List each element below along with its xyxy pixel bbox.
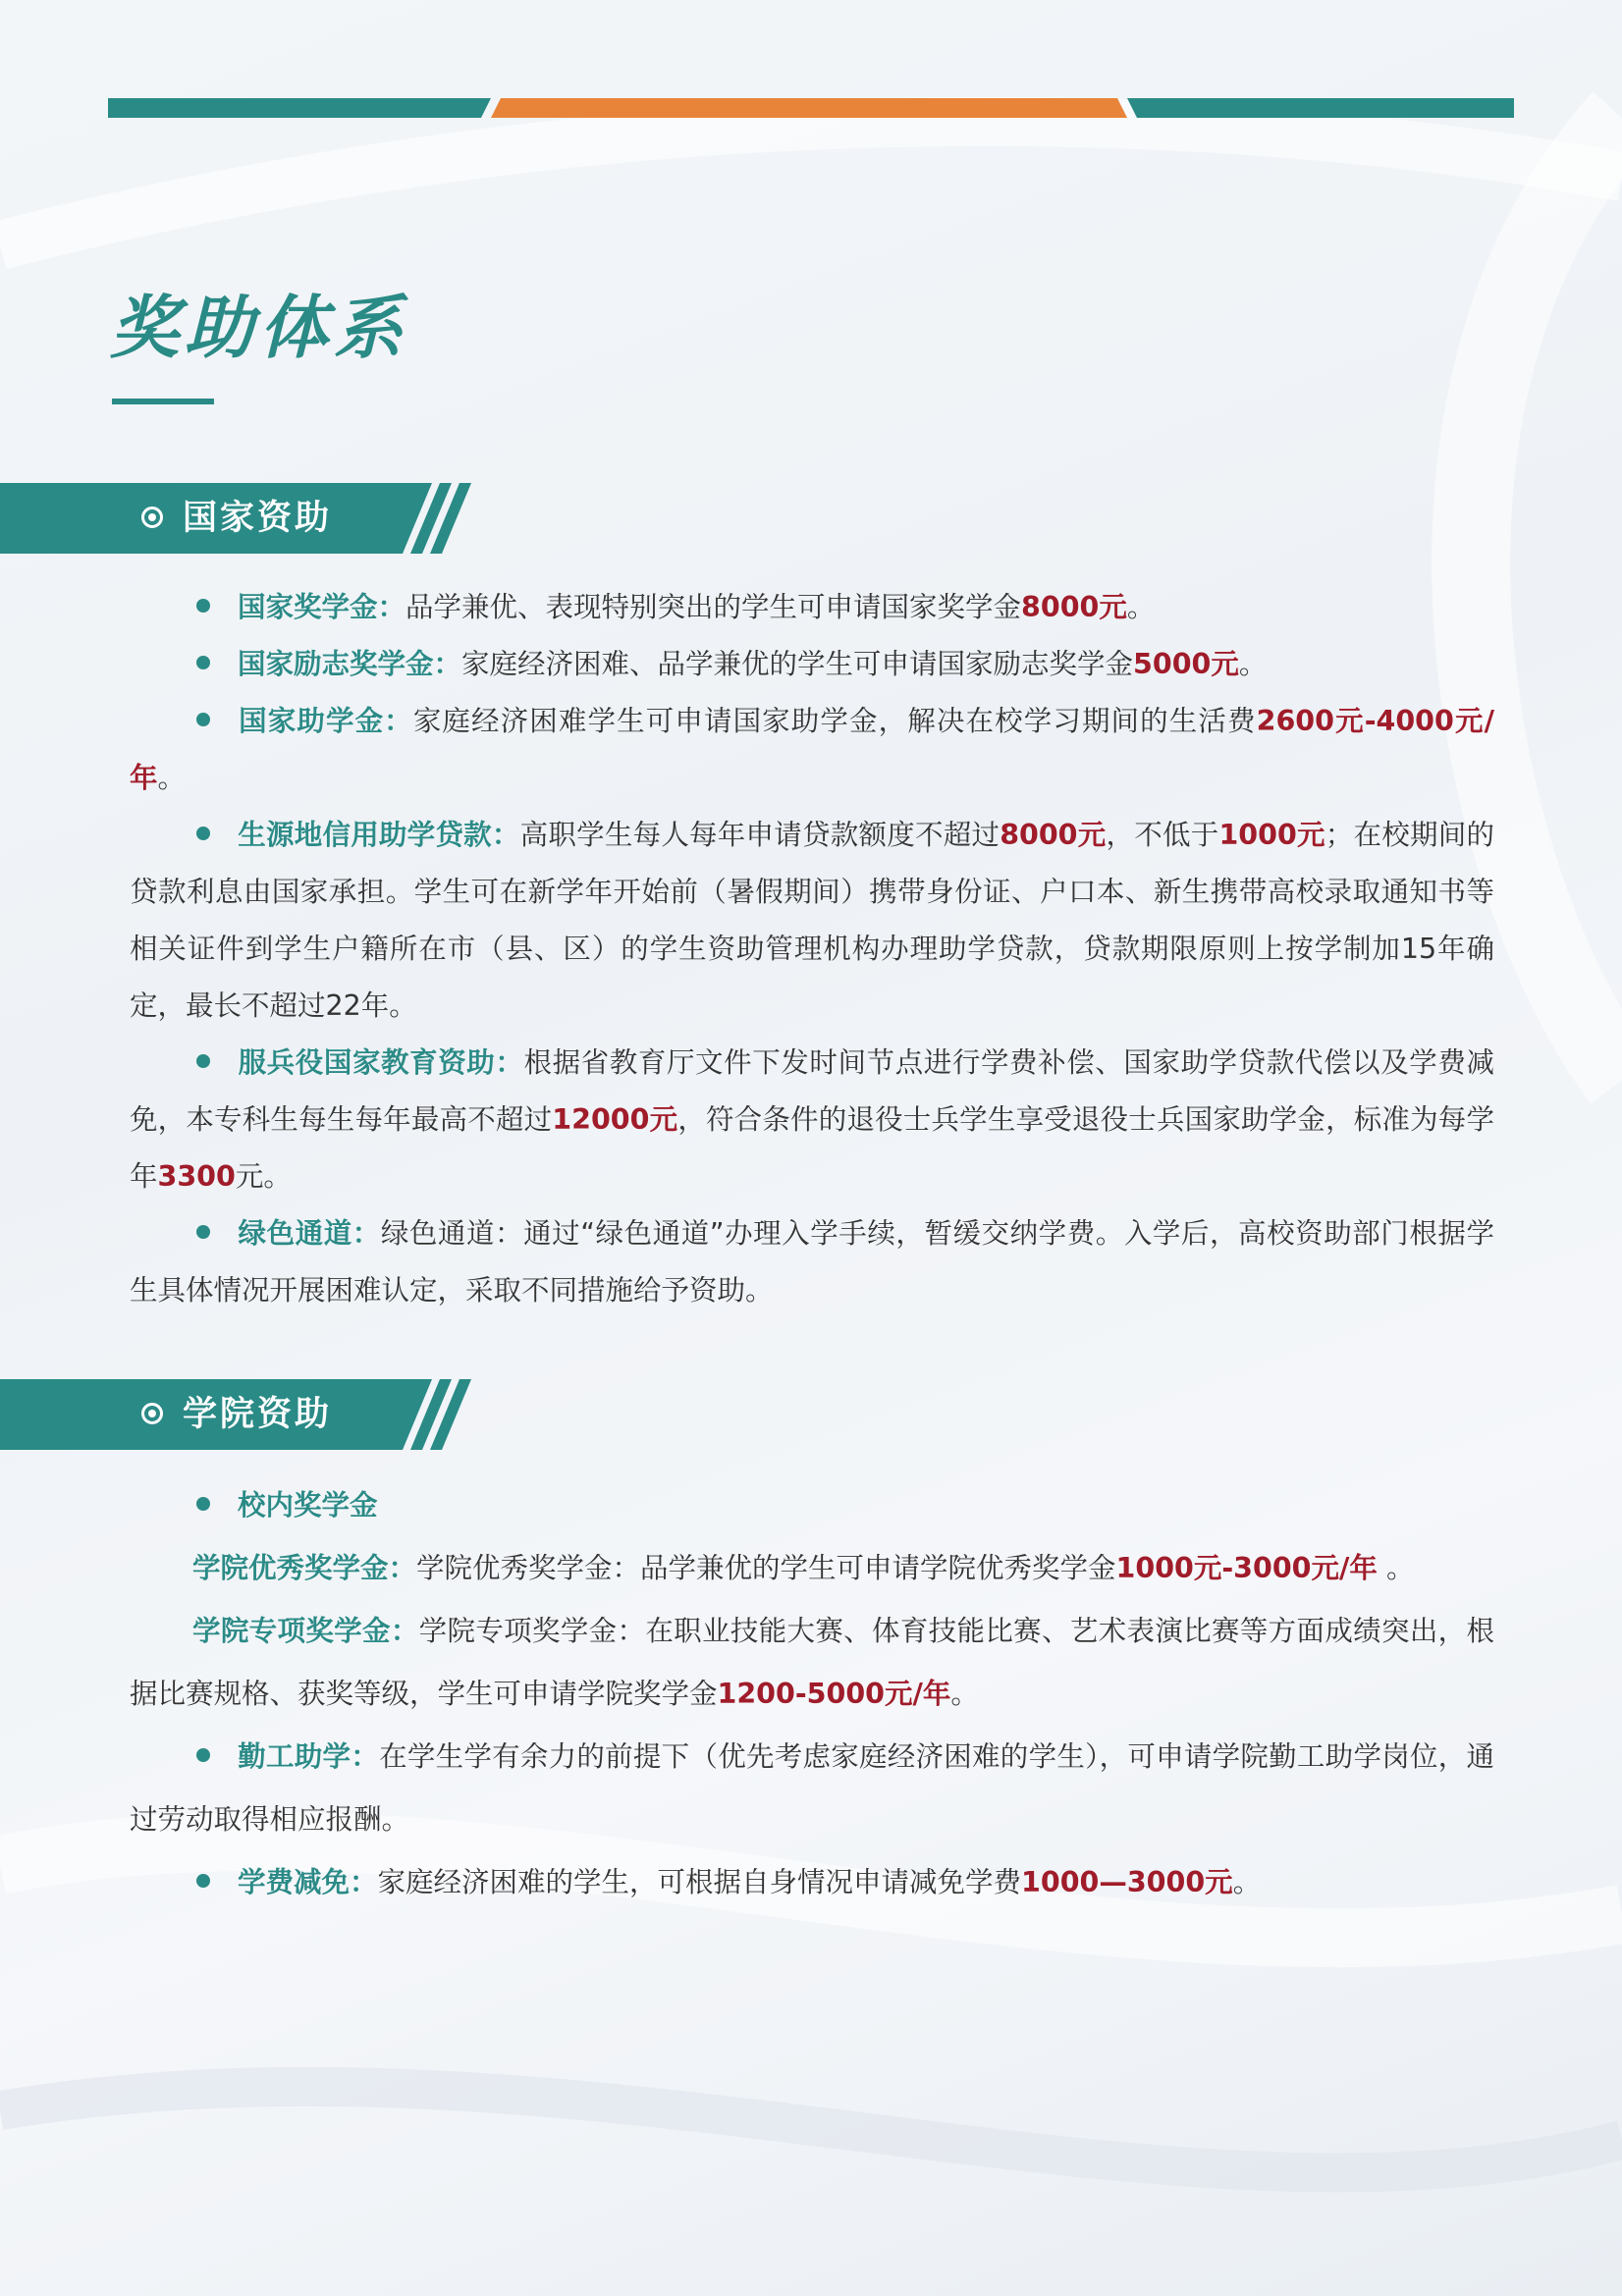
list-item: 学费减免：家庭经济困难的学生，可根据自身情况申请减免学费1000—3000元。 bbox=[130, 1851, 1494, 1914]
list-item: 国家奖学金：品学兼优、表现特别突出的学生可申请国家奖学金8000元。 bbox=[130, 579, 1494, 636]
list-item: 国家助学金：家庭经济困难学生可申请国家助学金，解决在校学习期间的生活费2600元-4000元/年。 bbox=[130, 705, 1494, 794]
bullet-icon bbox=[196, 1054, 210, 1068]
list-item: 服兵役国家教育资助：根据省教育厅文件下发时间节点进行学费补偿、国家助学贷款代偿以及学费减免，本专科生每生每年最高不超过12000元，符合条件的退役士兵学生享受退役士兵国家助学金，标准为每学年3300元。 bbox=[130, 1046, 1494, 1193]
target-icon bbox=[141, 1403, 163, 1424]
paragraph: 学院专项奖学金：学院专项奖学金：在职业技能大赛、体育技能比赛、艺术表演比赛等方面成绩突出，根据比赛规格、获奖等级，学生可申请学院奖学金1200-5000元/年。 bbox=[130, 1615, 1494, 1710]
bullet-icon bbox=[196, 656, 210, 669]
top-decorative-bar bbox=[108, 98, 1514, 118]
bullet-icon bbox=[196, 827, 210, 840]
list-item: 生源地信用助学贷款：高职学生每人每年申请贷款额度不超过8000元，不低于1000元；在校期间的贷款利息由国家承担。学生可在新学年开始前（暑假期间）携带身份证、户口本、新生携带高校录取通知书等相关证件到学生户籍所在市（县、区）的学生资助管理机构办理助学贷款，贷款期限原则上按学制加15年确定，最长不超过22年。 bbox=[130, 819, 1494, 1022]
bullet-icon bbox=[196, 1748, 210, 1762]
bullet-icon bbox=[196, 1874, 210, 1888]
college-aid-content bbox=[130, 1474, 1494, 1914]
section-title: 学院资助 bbox=[183, 1395, 333, 1434]
list-item: 国家励志奖学金：家庭经济困难、品学兼优的学生可申请国家励志奖学金5000元。 bbox=[130, 636, 1494, 693]
list-item: 校内奖学金 bbox=[130, 1474, 1494, 1537]
bullet-icon bbox=[196, 599, 210, 613]
bullet-icon bbox=[196, 1497, 210, 1511]
section-banner-college bbox=[0, 1379, 481, 1450]
national-aid-content bbox=[130, 579, 1494, 1319]
bullet-icon bbox=[196, 1225, 210, 1239]
section-banner-national bbox=[0, 483, 481, 554]
list-item: 勤工助学：在学生学有余力的前提下（优先考虑家庭经济困难的学生），可申请学院勤工助学岗位，通过劳动取得相应报酬。 bbox=[130, 1740, 1494, 1836]
section-title: 国家资助 bbox=[183, 499, 333, 538]
list-item: 绿色通道：绿色通道：通过“绿色通道”办理入学手续，暂缓交纳学费。入学后，高校资助部门根据学生具体情况开展困难认定，采取不同措施给予资助。 bbox=[130, 1217, 1494, 1307]
paragraph: 学院优秀奖学金：学院优秀奖学金：品学兼优的学生可申请学院优秀奖学金1000元-3000元/年 。 bbox=[192, 1552, 1415, 1584]
page-title: 奖助体系 bbox=[110, 288, 408, 368]
bullet-icon bbox=[196, 713, 210, 726]
target-icon bbox=[141, 507, 163, 528]
title-underline bbox=[112, 399, 214, 404]
